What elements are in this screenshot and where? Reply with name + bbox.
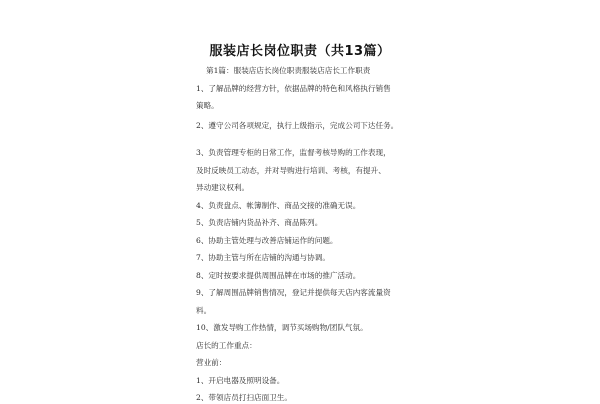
- paragraph-line: 异动建议权利。: [196, 183, 250, 192]
- paragraph-line: 营业前：: [196, 358, 227, 367]
- paragraph-line: 料。: [196, 305, 212, 315]
- paragraph-line: 10、激发导购工作热情，调节买场购物/团队气氛。: [196, 323, 368, 332]
- paragraph-line: 1、开启电器及照明设备。: [196, 375, 285, 385]
- paragraph-line: 1、了解品牌的经营方针，依据品牌的特色和风格执行销售: [196, 83, 391, 93]
- paragraph-line: 9、了解周围品牌销售情况，登记并提供每天店内客流量资: [196, 288, 391, 297]
- paragraph-line: 4、负责盘点、帐簿制作、商品交接的准确无误。: [196, 200, 361, 210]
- paragraph-line: 3、负责管理专柜的日常工作，监督考核导购的工作表现，: [196, 148, 391, 157]
- section-heading: 第1篇：服装店店长岗位职责服装店店长工作职责: [206, 66, 371, 75]
- paragraph-line: 8、定时按要求提供周围品牌在市场的推广活动。: [196, 270, 361, 280]
- paragraph-line: 7、协助主管与所在店铺的沟通与协调。: [196, 253, 330, 262]
- paragraph-line: 策略。: [196, 101, 219, 110]
- paragraph-line: 店长的工作重点：: [196, 340, 257, 350]
- paragraph-line: 2、带领店员打扫店面卫生。: [196, 393, 292, 402]
- document-body: [196, 66, 418, 404]
- paragraph-line: 及时反映员工动态，并对导购进行培训、考核，有提升、: [196, 165, 386, 175]
- document-title: 服装店长岗位职责（共13篇）: [209, 44, 391, 59]
- paragraph-line: 6、协助主管处理与改善店铺运作的问题。: [196, 235, 338, 245]
- paragraph-line: 2、遵守公司各项规定，执行上级指示，完成公司下达任务。: [196, 120, 399, 130]
- paragraph-line: 5、负责店铺内货品补齐、商品陈列。: [196, 218, 323, 227]
